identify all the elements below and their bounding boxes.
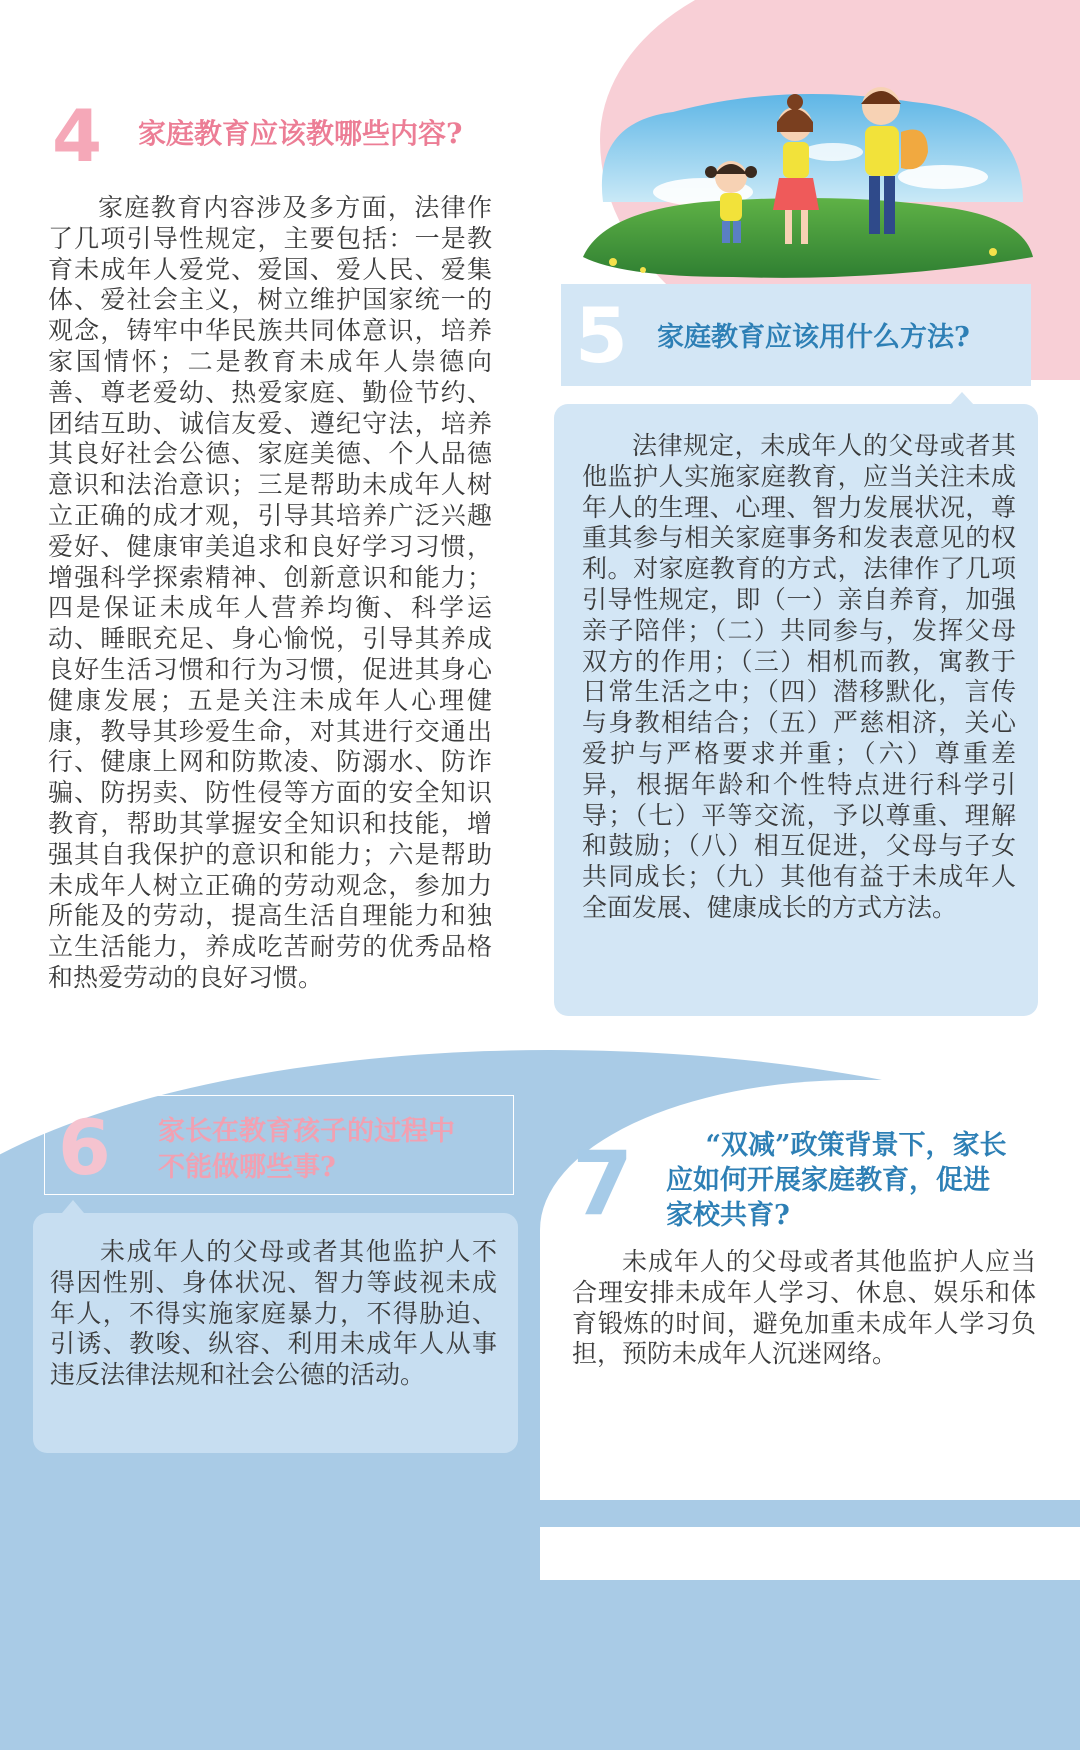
section-4-title: 家庭教育应该教哪些内容? [138, 117, 463, 150]
section-6-title-line-2: 不能做哪些事? [158, 1152, 336, 1183]
section-4-number: 4 [52, 94, 99, 178]
family-walking-illustration [583, 82, 1033, 292]
section-5-title: 家庭教育应该用什么方法? [657, 322, 970, 353]
section-6-number: 6 [58, 1103, 107, 1192]
bottom-band [0, 1500, 1080, 1527]
section-5-number: 5 [575, 291, 624, 380]
section-6-title [158, 1114, 518, 1186]
section-7-number: 7 [572, 1132, 630, 1235]
section-4-body: 家庭教育内容涉及多方面，法律作了几项引导性规定，主要包括：一是教育未成年人爱党、爱国、爱人民、爱集体、爱社会主义，树立维护国家统一的观念，铸牢中华民族共同体意识，培养家国情怀；二是教育未成年人崇德向善、尊老爱幼、热爱家庭、勤俭节约、团结互助、诚信友爱、遵纪守法，培养其良好社会公德、家庭美德、个人品德意识和法治意识；三是帮助未成年人树立正确的成才观，引导其培养广泛兴趣爱好、健康审美追求和良好学习习惯，增强科学探索精神、创新意识和能力；四是保证未成年人营养均衡、科学运动、睡眠充足、身心愉悦，引导其养成良好生活习惯和行为习惯，促进其身心健康发展；五是关注未成年人心理健康，教导其珍爱生命，对其进行交通出行、健康上网和防欺凌、防溺水、防诈骗、防拐卖、防性侵等方面的安全知识教育，帮助其掌握安全知识和技能，增强其自我保护的意识和能力；六是帮助未成年人树立正确的劳动观念，参加力所能及的劳动，提高生活自理能力和独立生活能力，养成吃苦耐劳的优秀品格和热爱劳动的良好习惯。 [48, 193, 492, 992]
section-6-body: 未成年人的父母或者其他监护人不得因性别、身体状况、智力等歧视未成年人，不得实施家庭暴力，不得胁迫、引诱、教唆、纵容、利用未成年人从事违反法律法规和社会公德的活动。 [50, 1237, 497, 1390]
section-7-title-line-1: “双减”政策背景下，家长 [705, 1130, 1007, 1161]
section-7-body: 未成年人的父母或者其他监护人应当合理安排未成年人学习、休息、娱乐和体育锻炼的时间，避免加重未成年人学习负担，预防未成年人沉迷网络。 [572, 1247, 1036, 1369]
section-5-body: 法律规定，未成年人的父母或者其他监护人实施家庭教育，应当关注未成年人的生理、心理、智力发展状况，尊重其参与相关家庭事务和发表意见的权利。对家庭教育的方式，法律作了几项引导性规定，即（一）亲自养育，加强亲子陪伴；（二）共同参与，发挥父母双方的作用；（三）相机而教，寓教于日常生活之中；（四）潜移默化，言传与身教相结合；（五）严慈相济，关心爱护与严格要求并重；（六）尊重差异，根据年龄和个性特点进行科学引导；（七）平等交流，予以尊重、理解和鼓励；（八）相互促进，父母与子女共同成长；（九）其他有益于未成年人全面发展、健康成长的方式方法。 [582, 431, 1016, 922]
section-7-title-line-3: 家校共育? [666, 1200, 790, 1231]
section-6-title-line-1: 家长在教育孩子的过程中 [158, 1116, 455, 1147]
section-7-title [666, 1128, 1046, 1233]
section-6-box-pointer [62, 1200, 84, 1213]
section-7-title-line-2: 应如何开展家庭教育，促进 [666, 1165, 990, 1196]
